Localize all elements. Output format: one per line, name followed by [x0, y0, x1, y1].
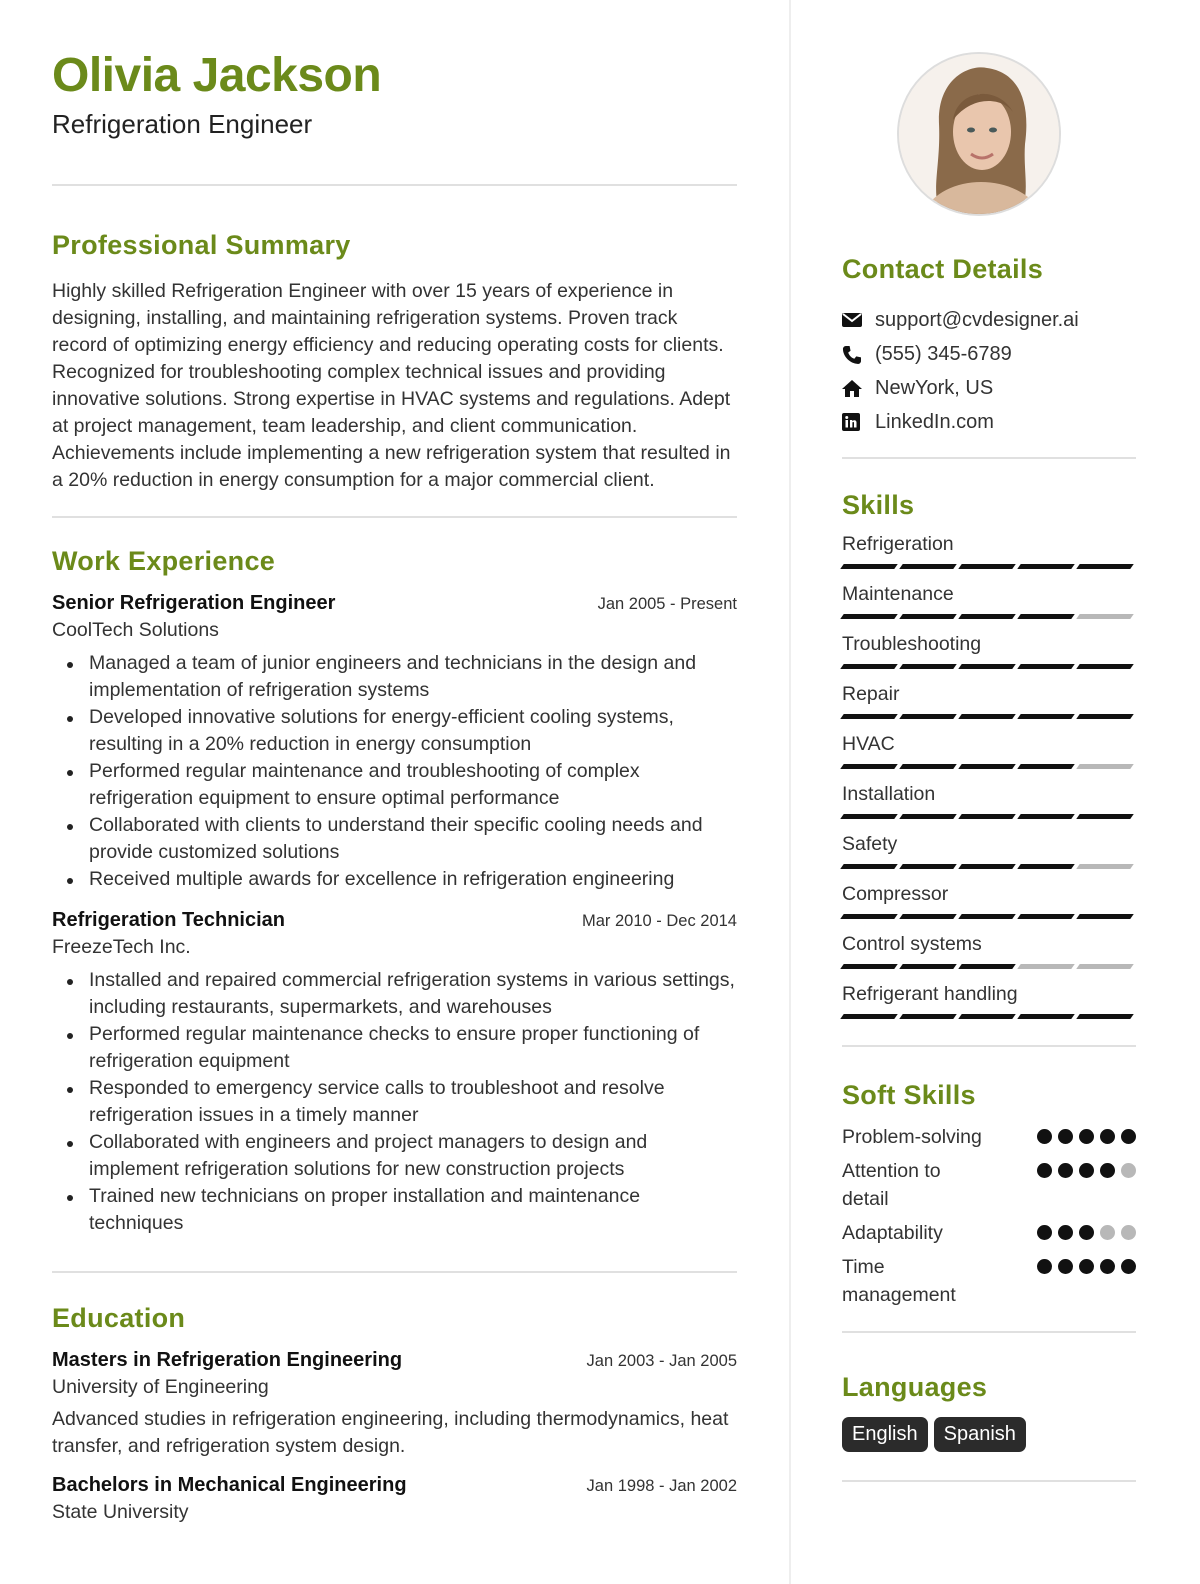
main-column	[52, 50, 737, 1524]
soft-skill-level-dot	[1037, 1163, 1052, 1178]
soft-skill-level-dots	[1037, 1259, 1136, 1274]
job-bullet: Trained new technicians on proper installation and maintenance techniques	[52, 1183, 737, 1237]
language-tag: Spanish	[934, 1417, 1026, 1452]
languages-divider	[842, 1480, 1136, 1482]
skill-level-bar	[958, 864, 1016, 869]
home-icon	[842, 380, 875, 397]
skill-name: Installation	[842, 783, 936, 805]
skill-level-bar	[899, 814, 957, 819]
header-divider	[52, 184, 737, 186]
skill-level-bar	[958, 714, 1016, 719]
skill-level-bars	[842, 614, 1136, 619]
language-tags	[842, 1417, 1136, 1452]
skill-item	[842, 733, 1136, 769]
skill-name: Repair	[842, 683, 900, 705]
soft-skill-level-dot	[1079, 1163, 1094, 1178]
soft-skill-item	[842, 1219, 1136, 1247]
contact-section	[842, 254, 1136, 459]
contact-location	[842, 371, 1136, 405]
skill-name: HVAC	[842, 733, 895, 755]
skill-name: Refrigerant handling	[842, 983, 1018, 1005]
profile-photo	[897, 52, 1061, 216]
soft-skills-section	[842, 1080, 1136, 1333]
job-bullet: Collaborated with engineers and project managers to design and implement refrigeration solutions for new construction projects	[52, 1129, 737, 1183]
contact-title: Contact Details	[842, 254, 1044, 284]
experience-title: Work Experience	[52, 545, 276, 576]
education-entry	[52, 1349, 737, 1460]
soft-skill-level-dot	[1121, 1259, 1136, 1274]
skill-level-bar	[958, 564, 1016, 569]
skills-divider	[842, 1045, 1136, 1047]
soft-skill-level-dot	[1058, 1129, 1073, 1144]
skill-level-bar	[899, 714, 957, 719]
skill-level-bars	[842, 864, 1136, 869]
skill-level-bar	[840, 614, 898, 619]
skill-level-bar	[899, 564, 957, 569]
column-divider	[789, 0, 791, 1584]
soft-skill-level-dot	[1037, 1129, 1052, 1144]
skill-level-bar	[840, 914, 898, 919]
skill-level-bar	[899, 764, 957, 769]
job-entry	[52, 909, 737, 1237]
job-bullet: Developed innovative solutions for energy-efficient cooling systems, resulting in a 20% reduction in energy consumption	[52, 704, 737, 758]
job-bullet: Managed a team of junior engineers and technicians in the design and implementation of refrigeration systems	[52, 650, 737, 704]
contact-phone-text: (555) 345-6789	[875, 342, 1012, 365]
skill-level-bar	[1017, 764, 1075, 769]
job-entry	[52, 592, 737, 893]
soft-skill-level-dot	[1100, 1259, 1115, 1274]
soft-skills-divider	[842, 1331, 1136, 1333]
skill-item	[842, 883, 1136, 919]
skill-level-bar	[1017, 914, 1075, 919]
skill-level-bars	[842, 664, 1136, 669]
skill-level-bar	[1076, 664, 1134, 669]
skill-level-bar	[1076, 914, 1134, 919]
skill-level-bar	[840, 764, 898, 769]
soft-skill-level-dots	[1037, 1129, 1136, 1144]
skill-level-bar	[840, 864, 898, 869]
skill-name: Compressor	[842, 883, 949, 905]
skill-item	[842, 533, 1136, 569]
contact-phone[interactable]	[842, 337, 1136, 371]
contact-email-text: support@cvdesigner.ai	[875, 308, 1079, 331]
skill-level-bar	[899, 864, 957, 869]
soft-skill-level-dot	[1079, 1225, 1094, 1240]
skill-name: Refrigeration	[842, 533, 954, 555]
skill-level-bar	[840, 664, 898, 669]
skill-level-bar	[958, 664, 1016, 669]
job-title: Senior Refrigeration Engineer	[52, 591, 336, 614]
skill-level-bar	[1076, 964, 1134, 969]
contact-location-text: NewYork, US	[875, 376, 994, 399]
contact-divider	[842, 457, 1136, 459]
skill-level-bar	[1017, 614, 1075, 619]
skill-level-bar	[958, 764, 1016, 769]
skill-level-bars	[842, 764, 1136, 769]
skill-level-bar	[840, 964, 898, 969]
school-name: University of Engineering	[52, 1375, 269, 1398]
soft-skill-level-dots	[1037, 1225, 1136, 1240]
skill-level-bar	[899, 664, 957, 669]
skill-level-bar	[958, 614, 1016, 619]
skill-level-bar	[958, 1014, 1016, 1019]
skill-name: Troubleshooting	[842, 633, 982, 655]
skill-level-bar	[1076, 564, 1134, 569]
skill-level-bar	[840, 564, 898, 569]
skill-level-bar	[1017, 964, 1075, 969]
job-bullet: Installed and repaired commercial refrigeration systems in various settings, including restaurants, supermarkets, and warehouses	[52, 967, 737, 1021]
languages-title: Languages	[842, 1372, 988, 1402]
soft-skill-level-dots	[1037, 1163, 1136, 1178]
candidate-role: Refrigeration Engineer	[52, 108, 313, 139]
degree-dates: Jan 2003 - Jan 2005	[586, 1351, 737, 1370]
skill-level-bar	[958, 914, 1016, 919]
soft-skill-level-dot	[1100, 1225, 1115, 1240]
soft-skill-name: Attention to detail	[842, 1160, 941, 1210]
summary-divider	[52, 516, 737, 518]
soft-skills-title: Soft Skills	[842, 1080, 976, 1110]
education-entry	[52, 1474, 737, 1524]
skill-name: Maintenance	[842, 583, 954, 605]
skill-item	[842, 583, 1136, 619]
job-bullets	[52, 650, 737, 893]
experience-divider	[52, 1271, 737, 1273]
job-bullet: Collaborated with clients to understand their specific cooling needs and provide customized solutions	[52, 812, 737, 866]
soft-skill-level-dot	[1058, 1163, 1073, 1178]
soft-skill-level-dot	[1121, 1163, 1136, 1178]
soft-skill-level-dot	[1058, 1225, 1073, 1240]
skill-level-bar	[1017, 564, 1075, 569]
soft-skill-name: Problem-solving	[842, 1126, 982, 1148]
education-section	[52, 1303, 737, 1524]
job-company: CoolTech Solutions	[52, 618, 219, 641]
soft-skill-level-dot	[1121, 1225, 1136, 1240]
candidate-name: Olivia Jackson	[52, 49, 382, 102]
skill-level-bar	[1076, 814, 1134, 819]
skill-level-bar	[1076, 864, 1134, 869]
soft-skill-level-dot	[1100, 1129, 1115, 1144]
summary-title: Professional Summary	[52, 229, 351, 260]
degree-description: Advanced studies in refrigeration engineering, including thermodynamics, heat transfer, and refrigeration system design.	[52, 1407, 729, 1457]
soft-skill-level-dot	[1058, 1259, 1073, 1274]
skills-title: Skills	[842, 490, 915, 520]
job-company: FreezeTech Inc.	[52, 935, 191, 958]
job-title: Refrigeration Technician	[52, 908, 286, 931]
skill-item	[842, 633, 1136, 669]
skills-list	[842, 533, 1136, 1019]
soft-skill-item	[842, 1253, 1136, 1309]
skill-level-bar	[899, 614, 957, 619]
degree-title: Bachelors in Mechanical Engineering	[52, 1473, 407, 1496]
soft-skill-item	[842, 1123, 1136, 1151]
degree-dates: Jan 1998 - Jan 2002	[586, 1476, 737, 1495]
skill-level-bar	[1017, 864, 1075, 869]
contact-linkedin[interactable]	[842, 405, 1136, 439]
school-name: State University	[52, 1500, 189, 1523]
job-bullet: Responded to emergency service calls to troubleshoot and resolve refrigeration issues in a timely manner	[52, 1075, 737, 1129]
soft-skill-level-dot	[1037, 1259, 1052, 1274]
skill-level-bars	[842, 1014, 1136, 1019]
linkedin-icon	[842, 413, 875, 431]
skill-level-bar	[1017, 814, 1075, 819]
soft-skill-item	[842, 1157, 1136, 1213]
skill-level-bars	[842, 714, 1136, 719]
skill-item	[842, 933, 1136, 969]
skills-section	[842, 490, 1136, 1047]
envelope-icon	[842, 312, 875, 328]
education-title: Education	[52, 1302, 186, 1333]
soft-skill-level-dot	[1037, 1225, 1052, 1240]
phone-icon	[842, 345, 875, 364]
skill-level-bar	[840, 1014, 898, 1019]
soft-skills-list	[842, 1123, 1136, 1309]
skill-level-bar	[899, 914, 957, 919]
job-dates: Mar 2010 - Dec 2014	[581, 911, 737, 930]
experience-section	[52, 546, 737, 1237]
soft-skill-name: Adaptability	[842, 1222, 943, 1244]
skill-level-bars	[842, 914, 1136, 919]
skill-item	[842, 683, 1136, 719]
job-dates: Jan 2005 - Present	[597, 594, 737, 613]
skill-level-bars	[842, 814, 1136, 819]
soft-skill-level-dot	[1121, 1129, 1136, 1144]
skill-level-bar	[958, 814, 1016, 819]
contact-linkedin-text: LinkedIn.com	[875, 410, 994, 433]
skill-item	[842, 983, 1136, 1019]
skill-item	[842, 783, 1136, 819]
skill-level-bar	[899, 964, 957, 969]
skill-level-bars	[842, 564, 1136, 569]
soft-skill-level-dot	[1079, 1259, 1094, 1274]
skill-level-bar	[1076, 1014, 1134, 1019]
skill-level-bar	[1076, 714, 1134, 719]
languages-section	[842, 1372, 1136, 1482]
skill-level-bar	[958, 964, 1016, 969]
soft-skill-level-dot	[1100, 1163, 1115, 1178]
skill-name: Safety	[842, 833, 898, 855]
skill-level-bar	[840, 714, 898, 719]
skill-name: Control systems	[842, 933, 982, 955]
skill-level-bar	[1017, 664, 1075, 669]
job-bullet: Performed regular maintenance and troubleshooting of complex refrigeration equipment to ensure optimal performance	[52, 758, 737, 812]
summary-text: Highly skilled Refrigeration Engineer with over 15 years of experience in designing, installing, and maintaining refrigeration systems. Proven track record of optimizing energy efficiency and reducing operating costs for clients. Recognized for troubleshooting complex technical issues and providing innovative solutions. Strong expertise in HVAC systems and regulations. Adept at project management, team leadership, and client communication. Achievements include implementing a new refrigeration system that resulted in a 20% reduction in energy consumption for a major commercial client.	[52, 279, 731, 491]
skill-level-bar	[1076, 614, 1134, 619]
skill-item	[842, 833, 1136, 869]
contact-email[interactable]	[842, 303, 1136, 337]
skill-level-bar	[899, 1014, 957, 1019]
degree-title: Masters in Refrigeration Engineering	[52, 1348, 403, 1371]
job-bullet: Performed regular maintenance checks to ensure proper functioning of refrigeration equipment	[52, 1021, 737, 1075]
job-bullets	[52, 967, 737, 1237]
skill-level-bars	[842, 964, 1136, 969]
skill-level-bar	[1017, 1014, 1075, 1019]
summary-section	[52, 230, 737, 494]
skill-level-bar	[1076, 764, 1134, 769]
skill-level-bar	[1017, 714, 1075, 719]
soft-skill-level-dot	[1079, 1129, 1094, 1144]
job-bullet: Received multiple awards for excellence in refrigeration engineering	[52, 866, 737, 893]
skill-level-bar	[840, 814, 898, 819]
soft-skill-name: Time management	[842, 1256, 956, 1306]
language-tag: English	[842, 1417, 928, 1452]
